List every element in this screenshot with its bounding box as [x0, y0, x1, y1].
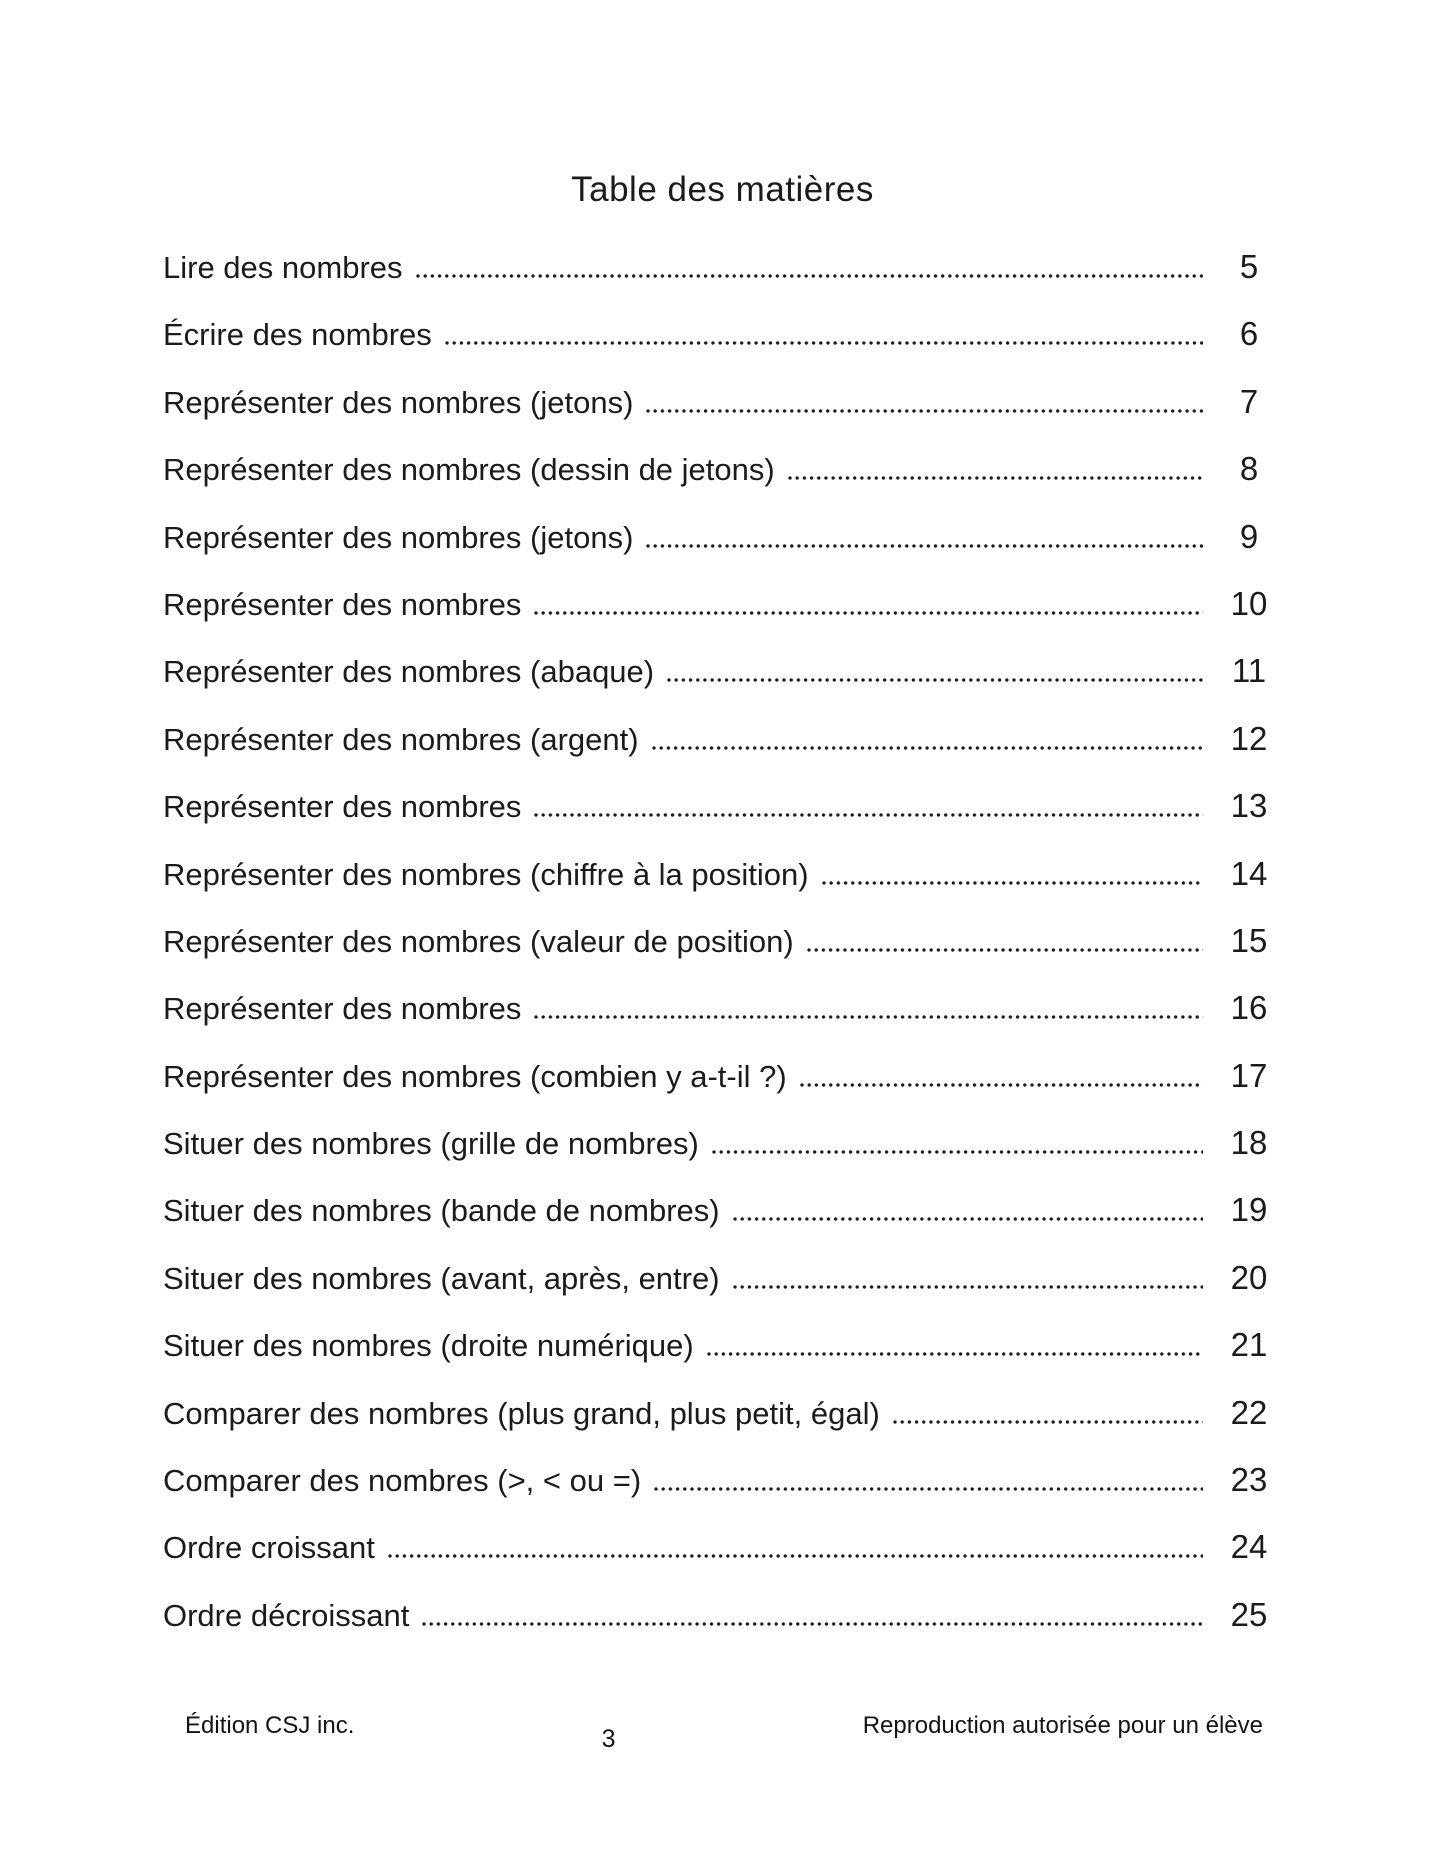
toc-entry-label: Ordre décroissant	[163, 1597, 410, 1633]
footer-page-number: 3	[601, 1725, 616, 1753]
toc-page-number: 19	[1230, 1191, 1268, 1229]
toc-entry-label: Représenter des nombres (dessin de jetons)	[163, 452, 775, 488]
toc-page-number: 17	[1230, 1056, 1268, 1094]
toc-page-number: 23	[1230, 1461, 1268, 1499]
toc-row	[163, 1461, 1285, 1528]
dotted-leader	[807, 948, 1203, 952]
footer-license: Reproduction autorisée pour un élève	[862, 1712, 1263, 1739]
toc-entry-label: Représenter des nombres (chiffre à la position)	[163, 856, 809, 892]
dotted-leader	[646, 544, 1203, 548]
toc-entry-label: Lire des nombres	[163, 250, 403, 285]
toc-row	[163, 1057, 1285, 1124]
toc-entry-label: Situer des nombres (droite numérique)	[163, 1328, 694, 1364]
dotted-leader	[416, 274, 1203, 278]
toc-entry-label: Représenter des nombres	[163, 789, 522, 825]
dotted-leader	[445, 341, 1203, 345]
toc-entry-label: Ordre croissant	[163, 1530, 375, 1566]
toc-page-number: 24	[1230, 1528, 1268, 1566]
dotted-leader	[646, 409, 1203, 413]
toc-row	[163, 1191, 1285, 1258]
toc-page-number: 14	[1230, 854, 1268, 892]
dotted-leader	[800, 1083, 1203, 1087]
toc-row	[163, 989, 1285, 1056]
toc-row	[163, 248, 1285, 315]
toc-page-number: 13	[1230, 787, 1268, 825]
toc-list	[163, 248, 1285, 1663]
toc-page-number: 5	[1239, 248, 1259, 285]
toc-row	[163, 855, 1285, 922]
toc-entry-label: Représenter des nombres (valeur de position)	[163, 923, 794, 959]
page-header	[0, 0, 1445, 210]
toc-page-number: 9	[1239, 517, 1259, 555]
toc-row	[163, 922, 1285, 989]
toc-page-number: 8	[1239, 450, 1259, 488]
toc-entry-label: Situer des nombres (bande de nombres)	[163, 1193, 720, 1229]
dotted-leader	[654, 1487, 1203, 1491]
toc-row	[163, 720, 1285, 787]
toc-page-number: 25	[1230, 1595, 1268, 1633]
toc-page-number: 6	[1239, 315, 1259, 353]
toc-page-number: 11	[1231, 652, 1267, 690]
dotted-leader	[534, 611, 1203, 615]
page-footer	[185, 1712, 1263, 1753]
toc-row	[163, 315, 1285, 382]
toc-row	[163, 1596, 1285, 1663]
toc-entry-label: Écrire des nombres	[163, 317, 432, 353]
toc-page-number: 18	[1230, 1124, 1268, 1162]
page-title: Table des matières	[571, 170, 874, 209]
toc-entry-label: Représenter des nombres (abaque)	[163, 654, 655, 690]
toc-entry-label: Situer des nombres (grille de nombres)	[163, 1126, 699, 1162]
toc-page-number: 21	[1230, 1326, 1268, 1364]
dotted-leader	[534, 1015, 1203, 1019]
dotted-leader	[893, 1420, 1203, 1424]
dotted-leader	[733, 1217, 1203, 1221]
toc-row	[163, 1326, 1285, 1393]
dotted-leader	[707, 1352, 1203, 1356]
dotted-leader	[788, 476, 1203, 480]
toc-entry-label: Représenter des nombres	[163, 586, 522, 622]
footer-publisher: Édition CSJ inc.	[185, 1712, 355, 1739]
toc-entry-label: Représenter des nombres (argent)	[163, 721, 639, 757]
toc-entry-label: Représenter des nombres (combien y a-t-il ?)	[163, 1058, 787, 1094]
dotted-leader	[388, 1554, 1203, 1558]
toc-row	[163, 450, 1285, 517]
dotted-leader	[422, 1622, 1203, 1626]
toc-page-number: 12	[1230, 719, 1268, 757]
dotted-leader	[667, 678, 1203, 682]
toc-entry-label: Représenter des nombres	[163, 991, 522, 1027]
toc-row	[163, 1259, 1285, 1326]
toc-row	[163, 652, 1285, 719]
dotted-leader	[534, 813, 1203, 817]
dotted-leader	[652, 746, 1203, 750]
toc-row	[163, 1124, 1285, 1191]
toc-row	[163, 1394, 1285, 1461]
toc-row	[163, 585, 1285, 652]
toc-page-number: 10	[1230, 584, 1268, 622]
toc-entry-label: Représenter des nombres (jetons)	[163, 519, 634, 555]
toc-entry-label: Comparer des nombres (>, < ou =)	[163, 1463, 642, 1499]
toc-page-number: 22	[1230, 1393, 1268, 1431]
toc-page-number: 20	[1230, 1258, 1268, 1296]
toc-entry-label: Comparer des nombres (plus grand, plus petit, égal)	[163, 1395, 880, 1431]
dotted-leader	[712, 1150, 1203, 1154]
toc-page-number: 7	[1239, 382, 1259, 420]
toc-row	[163, 1528, 1285, 1595]
toc-page-number: 16	[1230, 989, 1268, 1027]
toc-row	[163, 383, 1285, 450]
dotted-leader	[733, 1285, 1203, 1289]
toc-entry-label: Représenter des nombres (jetons)	[163, 384, 634, 420]
dotted-leader	[822, 881, 1203, 885]
toc-page-number: 15	[1230, 921, 1268, 959]
toc-row	[163, 518, 1285, 585]
toc-entry-label: Situer des nombres (avant, après, entre)	[163, 1260, 720, 1296]
toc-row	[163, 787, 1285, 854]
